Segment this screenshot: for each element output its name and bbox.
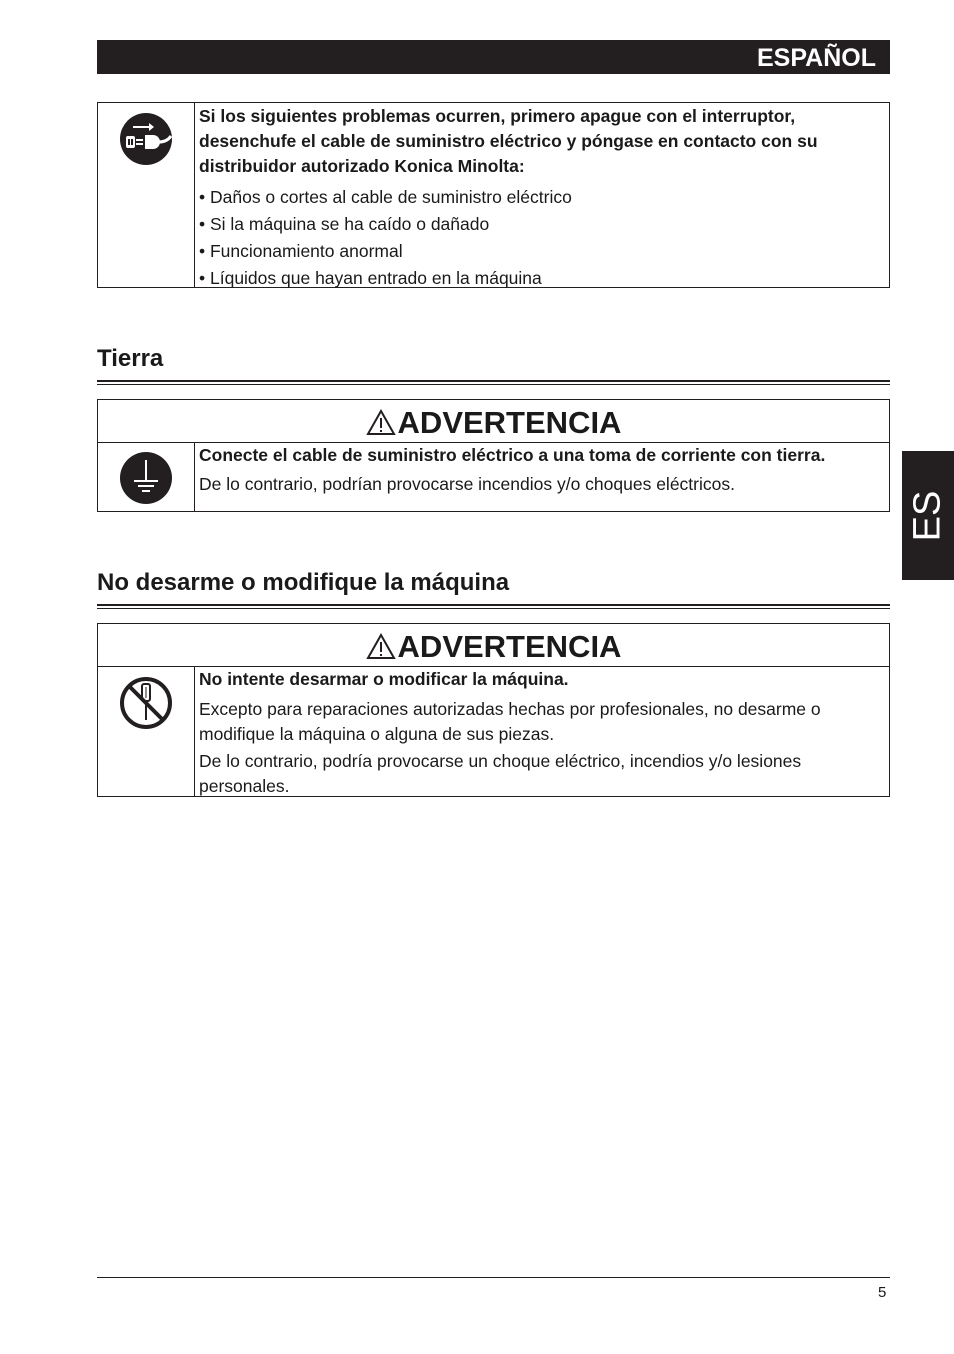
ground-icon <box>119 451 173 505</box>
unplug-intro: Si los siguientes problemas ocurren, primero apague con el interruptor, desenchufe el cable de suministro eléctrico y póngase en contacto con su distribuidor autorizado Konica Minolta: <box>199 106 818 176</box>
language-side-tab <box>902 451 954 580</box>
no-disassembly-icon <box>119 676 173 730</box>
language-header: ESPAÑOL <box>97 40 890 74</box>
footer-rule <box>97 1277 890 1278</box>
section-title-tierra: Tierra <box>97 345 164 372</box>
unplug-warning-box <box>97 102 890 288</box>
disassemble-text-2: De lo contrario, podría provocarse un choque eléctrico, incendios y/o lesiones personales. <box>199 751 802 796</box>
warning-label: ADVERTENCIA <box>397 629 622 664</box>
section-divider <box>97 380 890 385</box>
side-tab-label: ES <box>906 490 949 541</box>
warning-label: ADVERTENCIA <box>397 405 622 440</box>
warning-triangle-icon <box>366 409 396 436</box>
unplug-text-cell <box>195 103 889 287</box>
warning-header <box>98 400 889 443</box>
ground-text-cell <box>195 443 889 512</box>
list-item: • Daños o cortes al cable de suministro eléctrico <box>199 187 572 207</box>
warning-header <box>98 624 889 667</box>
no-disassembly-icon-cell <box>98 667 195 797</box>
warning-triangle-icon <box>366 633 396 660</box>
disassemble-bold-text: No intente desarmar o modificar la máquina. <box>199 669 569 689</box>
disassemble-text-cell <box>195 667 889 797</box>
ground-text: De lo contrario, podrían provocarse incendios y/o choques eléctricos. <box>199 474 735 494</box>
page-number: 5 <box>878 1284 887 1301</box>
list-item: • Líquidos que hayan entrado en la máquina <box>199 268 542 288</box>
list-item: • Si la máquina se ha caído o dañado <box>199 214 490 234</box>
list-item: • Funcionamiento anormal <box>199 241 403 261</box>
disassemble-text-1: Excepto para reparaciones autorizadas hechas por profesionales, no desarme o modifique la máquina o alguna de sus piezas. <box>199 699 821 744</box>
ground-icon-cell <box>98 443 195 512</box>
ground-warning-box <box>97 399 890 512</box>
ground-bold-text: Conecte el cable de suministro eléctrico a una toma de corriente con tierra. <box>199 445 826 465</box>
section-title-disassemble: No desarme o modifique la máquina <box>97 569 510 596</box>
unplug-icon-cell <box>98 103 195 287</box>
section-divider <box>97 604 890 609</box>
unplug-icon <box>119 112 173 166</box>
disassemble-warning-box <box>97 623 890 797</box>
